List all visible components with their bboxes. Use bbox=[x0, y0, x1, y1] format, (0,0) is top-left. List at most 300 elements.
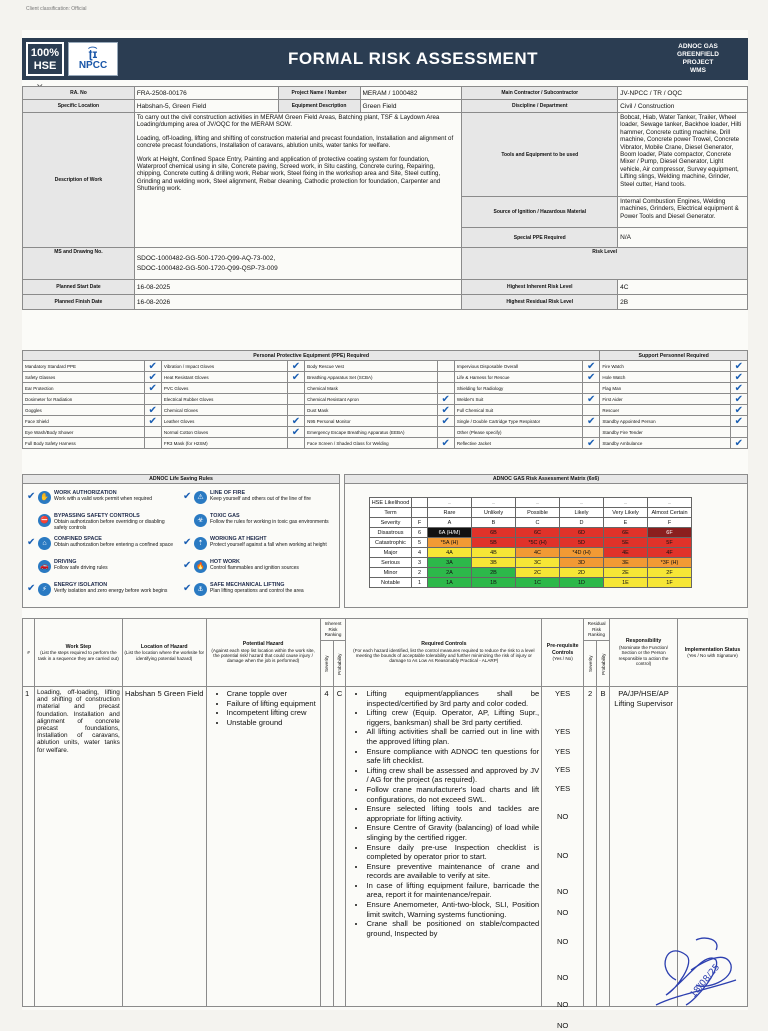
matrix-cell: 4F bbox=[648, 548, 692, 558]
risk-level-label: Risk Level bbox=[462, 248, 748, 280]
life-saving-rule bbox=[183, 514, 333, 527]
likelihood-letter: D bbox=[560, 518, 604, 528]
ppe-item: Electrical Rubber Gloves bbox=[161, 394, 287, 405]
matrix-cell: 5F bbox=[648, 538, 692, 548]
start-date-label: Planned Start Date bbox=[23, 280, 135, 295]
matrix-cell: 6C bbox=[516, 528, 560, 538]
ppe-item: Hole Watch bbox=[600, 372, 730, 383]
severity-label: Severity bbox=[370, 518, 412, 528]
likelihood-term: Likely bbox=[560, 508, 604, 518]
tools-label: Tools and Equipment to be used bbox=[462, 113, 618, 197]
matrix-cell: 6E bbox=[604, 528, 648, 538]
likelihood-desc: — bbox=[516, 498, 560, 508]
location-label: Specific Location bbox=[23, 100, 135, 113]
rule-text: Control flammables and ignition sources bbox=[210, 564, 299, 571]
rule-text: Follow safe driving rules bbox=[54, 564, 108, 571]
hazard-location: Habshan 5 Green Field bbox=[122, 687, 206, 1007]
matrix-cell: *5A (H) bbox=[428, 538, 472, 548]
header-bar bbox=[22, 38, 748, 80]
control-item: • Ensure compliance with ADNOC ten questions for safe lift checklist. bbox=[366, 747, 539, 766]
rule-text: Protect yourself against a fall when working at height bbox=[210, 541, 327, 548]
life-saving-rule bbox=[27, 514, 177, 531]
check-icon: ✔ bbox=[291, 371, 301, 383]
matrix-cell: 2F bbox=[648, 568, 692, 578]
control-item: • Ensure Centre of Gravity (balancing) of load while slinging by the certified rigger. bbox=[366, 823, 539, 842]
prereq-value: YES bbox=[555, 784, 571, 793]
ppe-checkbox[interactable] bbox=[144, 438, 161, 449]
client-line: WMS bbox=[690, 67, 706, 74]
ms-label: MS and Drawing No. bbox=[23, 248, 135, 280]
work-step: Loading, off-loading, lifting and shifting of construction material and precast foundation. Installation and alignment of concrete precast foundations, Installation of caravans, ablution units, water tanks for welfare. bbox=[34, 687, 122, 1007]
severity-name: Catastrophic bbox=[370, 538, 412, 548]
prereq-value: NO bbox=[556, 887, 569, 896]
ppe-item: Breathing Apparatus Set (SCBA) bbox=[305, 372, 437, 383]
hazard-item: • Incompetent lifting crew bbox=[227, 708, 318, 718]
ppe-item: Standby Ambulance bbox=[600, 438, 730, 449]
npcc-logo-icon: ʈ͡ɪ bbox=[88, 46, 98, 61]
ppe-checkbox[interactable] bbox=[582, 438, 599, 449]
ppe-checkbox[interactable] bbox=[730, 383, 747, 394]
hazard-item: • Crane topple over bbox=[227, 689, 318, 699]
rule-icon: ☣ bbox=[194, 514, 207, 527]
hazard-item: • Unstable ground bbox=[227, 718, 318, 728]
check-icon: ✔ bbox=[148, 382, 157, 394]
check-icon: ✔ bbox=[291, 360, 301, 372]
ppe-checkbox[interactable] bbox=[287, 361, 304, 372]
ppe-item: Eye Wash/Body Shower bbox=[23, 427, 145, 438]
rule-icon: ⇡ bbox=[194, 537, 207, 550]
client-line: PROJECT bbox=[682, 59, 714, 66]
ppe-item: Full Chemical Suit bbox=[454, 405, 582, 416]
likelihood-desc: — bbox=[428, 498, 472, 508]
ppe-item: Chemical Resistant Apron bbox=[305, 394, 437, 405]
likelihood-letter: E bbox=[604, 518, 648, 528]
severity-name: Major bbox=[370, 548, 412, 558]
rule-text: Keep yourself and others out of the line of fire bbox=[210, 495, 311, 502]
col-num: # bbox=[23, 619, 35, 687]
ppe-checkbox[interactable] bbox=[437, 416, 454, 427]
life-saving-rule bbox=[27, 491, 177, 504]
likelihood-term: Unlikely bbox=[472, 508, 516, 518]
finish-date-label: Planned Finish Date bbox=[23, 295, 135, 310]
ppe-item: Body Rescue Vest bbox=[305, 361, 437, 372]
rule-icon: ⌂ bbox=[38, 537, 51, 550]
ppe-row bbox=[23, 372, 748, 383]
matrix-cell: *5C (H) bbox=[516, 538, 560, 548]
col-controls: Required Controls (For each hazard identified, list the control measures required to reduce the risk to a level meeting the bounds of acceptable tolerability and further minimizing the risk of injury or damage to As Low As Reasonably Practical - ALARP) bbox=[346, 619, 542, 687]
ppe-item: Reflective Jacket bbox=[454, 438, 582, 449]
hse-logo: 100% HSE bbox=[26, 42, 64, 76]
ppe-checkbox[interactable] bbox=[730, 372, 747, 383]
npcc-logo: ʈ͡ɪ NPCC bbox=[68, 42, 118, 76]
rule-check-icon: ✔ bbox=[183, 560, 192, 571]
control-item: • Lifting equipment/appliances shall be inspected/certified by 3rd party and color coded. bbox=[366, 689, 539, 708]
ppe-item: Emergency Escape Breathing Apparatus (EEBA) bbox=[305, 427, 437, 438]
ppe-checkbox[interactable] bbox=[144, 361, 161, 372]
matrix-cell: 2A bbox=[428, 568, 472, 578]
inherent-probability: C bbox=[333, 687, 346, 1007]
rule-icon: 🔥 bbox=[194, 560, 207, 573]
life-saving-rule bbox=[183, 537, 333, 550]
check-icon: ✔ bbox=[441, 437, 450, 449]
ppe-checkbox[interactable] bbox=[287, 372, 304, 383]
severity-number: 5 bbox=[412, 538, 428, 548]
responsibility: PA/JP/HSE/AP Lifting Supervisor bbox=[610, 687, 678, 1007]
ppe-row bbox=[23, 438, 748, 449]
ppe-row bbox=[23, 394, 748, 405]
control-item: • In case of lifting equipment failure, barricade the area, report it for maintenance/repair. bbox=[366, 881, 539, 900]
matrix-cell: 4A bbox=[428, 548, 472, 558]
likelihood-desc: — bbox=[648, 498, 692, 508]
check-icon: ✔ bbox=[734, 360, 743, 372]
life-saving-rule bbox=[27, 537, 177, 550]
ppe-checkbox[interactable] bbox=[437, 394, 454, 405]
severity-number: 1 bbox=[412, 578, 428, 588]
handwritten-signature bbox=[636, 910, 746, 1020]
ppe-checkbox[interactable] bbox=[437, 427, 454, 438]
life-saving-rule bbox=[183, 583, 333, 596]
ppe-checkbox[interactable] bbox=[730, 416, 747, 427]
likelihood-desc: — bbox=[560, 498, 604, 508]
rule-name: ENERGY ISOLATION bbox=[54, 582, 108, 588]
prereq-value: NO bbox=[556, 851, 569, 860]
life-saving-rule bbox=[27, 583, 177, 596]
control-item: • Ensure preventive maintenance of crane and records are available to verify at site. bbox=[366, 862, 539, 881]
rule-name: TOXIC GAS bbox=[210, 513, 240, 519]
severity-name: Disastrous bbox=[370, 528, 412, 538]
ppe-checkbox[interactable] bbox=[582, 383, 599, 394]
description-value: To carry out the civil construction activities in MERAM Green Field Areas, Batching plant, TSF & Laydown Area Loading/dumping area of JV/OQC for the MERAM SOW. Loading, off-loading, lifting and shifting of construction material and precast foundation, Installation and alignment of concrete precast foundations, Installation of caravans, ablution units, water tanks for welfare. Work at Height, Confined Space Entry, Painting and application of protective coating system for foundation, Waterproof chemical using in site, Concrete paving, Screed work, in Situ casting, Concrete curing, Repairing, chipping, Concrete cutting & drilling work, Rebar work, Steel fixing in the workshop area and Site, Steel cutting, Grinding and welding work, Steel alignment, Rebar cleaning, Cathodic protection for foundation, Carpenter and Shuttering work. bbox=[134, 113, 462, 248]
rule-check-icon: ✔ bbox=[183, 491, 192, 502]
ppe-checkbox[interactable] bbox=[287, 427, 304, 438]
ppe-item: Life & Harness for Rescue bbox=[454, 372, 582, 383]
likelihood-term: Rare bbox=[428, 508, 472, 518]
prereq-value: YES bbox=[555, 689, 571, 698]
check-icon: ✔ bbox=[441, 415, 450, 427]
check-icon: ✔ bbox=[148, 415, 157, 427]
ppe-checkbox[interactable] bbox=[437, 372, 454, 383]
rule-check-icon: ✔ bbox=[27, 537, 36, 548]
ppe-checkbox[interactable] bbox=[437, 438, 454, 449]
discipline-label: Discipline / Department bbox=[462, 100, 618, 113]
ppe-item: Chemical Gloves bbox=[161, 405, 287, 416]
ppe-checkbox[interactable] bbox=[582, 427, 599, 438]
matrix-cell: 2D bbox=[560, 568, 604, 578]
likelihood-label: HSE Likelihood bbox=[370, 498, 412, 508]
residual-severity: 2 bbox=[584, 687, 597, 1007]
ms-value: SDOC-1000482-GG-500-1720-Q99-AQ-73-002, SDOC-1000482-GG-500-1720-Q99-QSP-73-009 bbox=[134, 248, 462, 280]
check-icon: ✔ bbox=[586, 437, 596, 449]
ppe-checkbox[interactable] bbox=[144, 405, 161, 416]
finish-date-value: 16-08-2026 bbox=[134, 295, 462, 310]
life-saving-rule bbox=[183, 491, 333, 504]
client-line: ADNOC GAS bbox=[678, 43, 718, 50]
col-step: Work Step (List the steps required to perform the task in a sequence they are carried out) bbox=[34, 619, 122, 687]
check-icon: ✔ bbox=[148, 404, 157, 416]
ppe-checkbox[interactable] bbox=[437, 361, 454, 372]
ignition-value: Internal Combustion Engines, Welding machines, Grinders, Electrical equipment & Power Tools and Diesel Generator. bbox=[618, 197, 748, 228]
location-value: Habshan-5, Green Field bbox=[134, 100, 278, 113]
rule-text: Work with a valid work permit when required bbox=[54, 495, 153, 502]
risk-matrix-table: HSE Likelihood — — — — — — Term Rare Unlikely Possible Likely Very Likely Almost Certain Severity F A B C D E F Disastrous 6 6A (H/M) 6B 6C 6D 6E 6F Catastrophic 5 *5A (H) 5B *5C (H) 5D 5E 5F Major 4 4A 4B 4C *4D (H) 4E 4F Serious 3 3A 3B 3C 3D 3E *3F (H) Minor 2 2A 2B 2C 2D 2E 2F Notable 1 1A 1B 1C 1D 1E 1F bbox=[369, 497, 692, 588]
col-inherent-probability: Probability bbox=[333, 641, 346, 687]
severity-name: Minor bbox=[370, 568, 412, 578]
ppe-title: Personal Protective Equipment (PPE) Required bbox=[23, 351, 600, 361]
ppe-checkbox[interactable] bbox=[287, 405, 304, 416]
ppe-checkbox[interactable] bbox=[582, 361, 599, 372]
ppe-checkbox[interactable] bbox=[730, 405, 747, 416]
ppe-item: Welder's Suit bbox=[454, 394, 582, 405]
ppe-checkbox[interactable] bbox=[730, 427, 747, 438]
ppe-row bbox=[23, 361, 748, 372]
ppe-row bbox=[23, 416, 748, 427]
check-icon: ✔ bbox=[734, 415, 743, 427]
check-icon: ✔ bbox=[148, 371, 157, 383]
matrix-cell: 6A (H/M) bbox=[428, 528, 472, 538]
required-controls bbox=[346, 687, 542, 1007]
matrix-cell: 3D bbox=[560, 558, 604, 568]
control-item: • Crane shall be positioned on stable/compacted ground, Inspected by bbox=[366, 919, 539, 938]
residual-risk-value: 2B bbox=[618, 295, 748, 310]
ppe-item: Single / Double Cartridge Type Respirator bbox=[454, 416, 582, 427]
rule-name: WORK AUTHORIZATION bbox=[54, 490, 117, 496]
col-residual-severity: Severity bbox=[584, 641, 597, 687]
ppe-item: Standby Fire Tender bbox=[600, 427, 730, 438]
matrix-cell: 2B bbox=[472, 568, 516, 578]
prereq-controls bbox=[542, 687, 584, 1030]
check-icon: ✔ bbox=[586, 393, 596, 405]
severity-number: 2 bbox=[412, 568, 428, 578]
prereq-value: NO bbox=[556, 908, 569, 917]
matrix-cell: 1F bbox=[648, 578, 692, 588]
description-label: Description of Work bbox=[23, 113, 135, 248]
col-implementation: Implementation Status (Yes / No with Signature) bbox=[678, 619, 748, 687]
control-item: • Ensure selected lifting tools and tackles are appropriate for lifting activity. bbox=[366, 804, 539, 823]
ppe-checkbox[interactable] bbox=[730, 394, 747, 405]
ppe-checkbox[interactable] bbox=[287, 416, 304, 427]
rule-text: Plan lifting operations and control the area bbox=[210, 587, 304, 594]
residual-risk-label: Highest Residual Risk Level bbox=[462, 295, 618, 310]
matrix-cell: 4B bbox=[472, 548, 516, 558]
rule-check-icon: ✔ bbox=[183, 537, 192, 548]
check-icon: ✔ bbox=[441, 393, 450, 405]
life-saving-rules bbox=[22, 474, 340, 608]
ppe-item: Normal Cotton Gloves bbox=[161, 427, 287, 438]
ppe-item: Dust Mask bbox=[305, 405, 437, 416]
ppe-item: N95 Personal Monitor bbox=[305, 416, 437, 427]
matrix-cell: 3B bbox=[472, 558, 516, 568]
page-title: FORMAL RISK ASSESSMENT bbox=[288, 49, 538, 68]
ppe-item: First Aider bbox=[600, 394, 730, 405]
matrix-cell: 1E bbox=[604, 578, 648, 588]
ppe-item: Chemical Mask bbox=[305, 383, 437, 394]
ppe-item: Safety Glasses bbox=[23, 372, 145, 383]
matrix-cell: 5B bbox=[472, 538, 516, 548]
rule-text: Obtain authorization before entering a confined space bbox=[54, 541, 173, 548]
check-icon: ✔ bbox=[734, 404, 743, 416]
ppe-checkbox[interactable] bbox=[582, 405, 599, 416]
severity-number: 6 bbox=[412, 528, 428, 538]
ra-no-label: RA. No bbox=[23, 87, 135, 100]
ppe-item: Face Shield bbox=[23, 416, 145, 427]
prereq-value: NO bbox=[556, 937, 569, 946]
classification-note: Client classification: Official bbox=[26, 6, 87, 12]
check-icon: ✔ bbox=[291, 426, 301, 438]
document-page bbox=[22, 30, 748, 1030]
rule-text: Verify isolation and zero energy before work begins bbox=[54, 587, 168, 594]
col-residual: Residual Risk Ranking bbox=[584, 619, 610, 641]
severity-number: 3 bbox=[412, 558, 428, 568]
rule-name: BYPASSING SAFETY CONTROLS bbox=[54, 513, 140, 519]
rule-icon: ⛔ bbox=[38, 514, 51, 527]
ppe-checkbox[interactable] bbox=[437, 405, 454, 416]
ppe-row bbox=[23, 427, 748, 438]
col-responsibility: Responsibility (Nominate the Function/ Section or the Person responsible to action the control) bbox=[610, 619, 678, 687]
ra-no-value: FRA-2508-00176 bbox=[134, 87, 278, 100]
rule-check-icon: ✔ bbox=[183, 583, 192, 594]
col-inherent-severity: Severity bbox=[320, 641, 333, 687]
matrix-cell: 3E bbox=[604, 558, 648, 568]
ppe-checkbox[interactable] bbox=[730, 438, 747, 449]
prereq-value: YES bbox=[555, 747, 571, 756]
ppe-checkbox[interactable] bbox=[582, 372, 599, 383]
tools-value: Bobcat, Hiab, Water Tanker, Trailer, Wheel loader, Sewage tanker, Backhoe loader, Hilti hammer, Concrete cutting machine, Drill machine, Concrete power Trowel, Concrete Vibrator, Mobile Crane, Diesel Generator, Boom loader, Plate compactor, Concrete Mixer / Pump, Diesel Generator, Light vehicle, Air compressor, Survey equipment, Lifting slings, Welding machine, Grinder, Steel cutter, Hand tools. bbox=[618, 113, 748, 197]
prereq-value: YES bbox=[555, 727, 571, 736]
rule-name: LINE OF FIRE bbox=[210, 490, 246, 496]
likelihood-letter: B bbox=[472, 518, 516, 528]
likelihood-letter: A bbox=[428, 518, 472, 528]
ppe-item: Mandatory Standard PPE bbox=[23, 361, 145, 372]
signature-date: 18/08/25 bbox=[688, 962, 723, 1000]
ppe-checkbox[interactable] bbox=[287, 438, 304, 449]
life-saving-rule bbox=[183, 560, 333, 573]
matrix-cell: *4D (H) bbox=[560, 548, 604, 558]
matrix-cell: 6D bbox=[560, 528, 604, 538]
ppe-checkbox[interactable] bbox=[437, 383, 454, 394]
ppe-item: FR3 Mask (for H2SM) bbox=[161, 438, 287, 449]
rule-name: CONFINED SPACE bbox=[54, 536, 102, 542]
severity-number: 4 bbox=[412, 548, 428, 558]
rule-icon: 🚗 bbox=[38, 560, 51, 573]
prereq-value: NO bbox=[556, 1000, 569, 1009]
hazard-item: • Failure of lifting equipment bbox=[227, 699, 318, 709]
check-icon: ✔ bbox=[734, 382, 743, 394]
special-ppe-value: N/A bbox=[618, 228, 748, 248]
ppe-checkbox[interactable] bbox=[582, 394, 599, 405]
inherent-severity: 4 bbox=[320, 687, 333, 1007]
ppe-checkbox[interactable] bbox=[144, 394, 161, 405]
rule-name: SAFE MECHANICAL LIFTING bbox=[210, 582, 285, 588]
residual-probability: B bbox=[597, 687, 610, 1007]
ppe-item: PVC Gloves bbox=[161, 383, 287, 394]
ppe-item: Vibration / Impact Gloves bbox=[161, 361, 287, 372]
inherent-risk-label: Highest Inherent Risk Level bbox=[462, 280, 618, 295]
info-table bbox=[22, 86, 748, 310]
contractor-value: JV-NPCC / TR / OQC bbox=[618, 87, 748, 100]
matrix-cell: *3F (H) bbox=[648, 558, 692, 568]
rule-name: HOT WORK bbox=[210, 559, 240, 565]
ppe-checkbox[interactable] bbox=[144, 372, 161, 383]
ppe-checkbox[interactable] bbox=[144, 383, 161, 394]
discipline-value: Civil / Construction bbox=[618, 100, 748, 113]
col-residual-probability: Probability bbox=[597, 641, 610, 687]
term-label: Term bbox=[370, 508, 412, 518]
client-line: GREENFIELD bbox=[677, 51, 719, 58]
likelihood-letter: C bbox=[516, 518, 560, 528]
ppe-item: Ear Protection bbox=[23, 383, 145, 394]
risk-matrix bbox=[344, 474, 748, 608]
matrix-cell: 1D bbox=[560, 578, 604, 588]
control-item: • Ensure Anemometer, Anti-two-block, SLI, Position limit switch, Warning systems functioning. bbox=[366, 900, 539, 919]
col-location: Location of Hazard (List the location where the worksite for identifying potential hazard) bbox=[122, 619, 206, 687]
check-icon: ✔ bbox=[441, 404, 450, 416]
row-number: 1 bbox=[23, 687, 35, 1007]
check-icon: ✔ bbox=[586, 415, 596, 427]
ppe-checkbox[interactable] bbox=[287, 394, 304, 405]
contractor-label: Main Contractor / Subcontractor bbox=[462, 87, 618, 100]
control-item: • Ensure daily pre-use Inspection checklist is completed by operator prior to start. bbox=[366, 843, 539, 862]
matrix-cell: 4E bbox=[604, 548, 648, 558]
ppe-checkbox[interactable] bbox=[144, 416, 161, 427]
matrix-title: ADNOC GAS Risk Assessment Matrix (6x6) bbox=[345, 475, 747, 484]
ppe-checkbox[interactable] bbox=[730, 361, 747, 372]
ppe-item: Face Screen / Shaded Glass for Welding bbox=[305, 438, 437, 449]
matrix-cell: 1B bbox=[472, 578, 516, 588]
likelihood-letter: F bbox=[648, 518, 692, 528]
prereq-value: YES bbox=[555, 765, 571, 774]
ppe-checkbox[interactable] bbox=[144, 427, 161, 438]
ppe-item: Flag Man bbox=[600, 383, 730, 394]
likelihood-desc: — bbox=[604, 498, 648, 508]
rule-icon: ✋ bbox=[38, 491, 51, 504]
rule-icon: ⚠ bbox=[194, 491, 207, 504]
rule-text: Follow the rules for working in toxic gas environments bbox=[210, 518, 329, 525]
likelihood-desc: — bbox=[472, 498, 516, 508]
ppe-table bbox=[22, 350, 748, 449]
client-label bbox=[648, 43, 748, 75]
rule-name: WORKING AT HEIGHT bbox=[210, 536, 267, 542]
likelihood-term: Almost Certain bbox=[648, 508, 692, 518]
check-icon: ✔ bbox=[586, 360, 596, 372]
matrix-cell: 6F bbox=[648, 528, 692, 538]
check-icon: ✔ bbox=[734, 393, 743, 405]
col-inherent: Inherent Risk Ranking bbox=[320, 619, 346, 641]
potential-hazards bbox=[206, 687, 320, 1007]
ppe-item: Other (Please specify) bbox=[454, 427, 582, 438]
ppe-checkbox[interactable] bbox=[582, 416, 599, 427]
lsr-title: ADNOC Life Saving Rules bbox=[23, 475, 339, 484]
ppe-row bbox=[23, 405, 748, 416]
matrix-cell: 2C bbox=[516, 568, 560, 578]
matrix-cell: 1C bbox=[516, 578, 560, 588]
prereq-value: NO bbox=[556, 812, 569, 821]
rule-icon: ⚡ bbox=[38, 583, 51, 596]
control-item: • Lifting crew (Equip. Operator, AP, Lifting Supr., riggers, banksman) shall be 3rd party certified. bbox=[366, 708, 539, 727]
control-item: • Lifting crew shall be assessed and approved by JV / AG for the project (as required). bbox=[366, 766, 539, 785]
check-icon: ✔ bbox=[148, 360, 157, 372]
start-date-value: 16-08-2025 bbox=[134, 280, 462, 295]
rule-icon: ⚓ bbox=[194, 583, 207, 596]
check-icon: ✔ bbox=[291, 415, 301, 427]
prereq-value: NO bbox=[556, 973, 569, 982]
ppe-checkbox[interactable] bbox=[287, 383, 304, 394]
ppe-item: Standby Appointed Person bbox=[600, 416, 730, 427]
ppe-item: Dosimeter for Radiation bbox=[23, 394, 145, 405]
prereq-value: NO bbox=[556, 1021, 569, 1030]
matrix-cell: 4C bbox=[516, 548, 560, 558]
ppe-row bbox=[23, 383, 748, 394]
inherent-risk-value: 4C bbox=[618, 280, 748, 295]
